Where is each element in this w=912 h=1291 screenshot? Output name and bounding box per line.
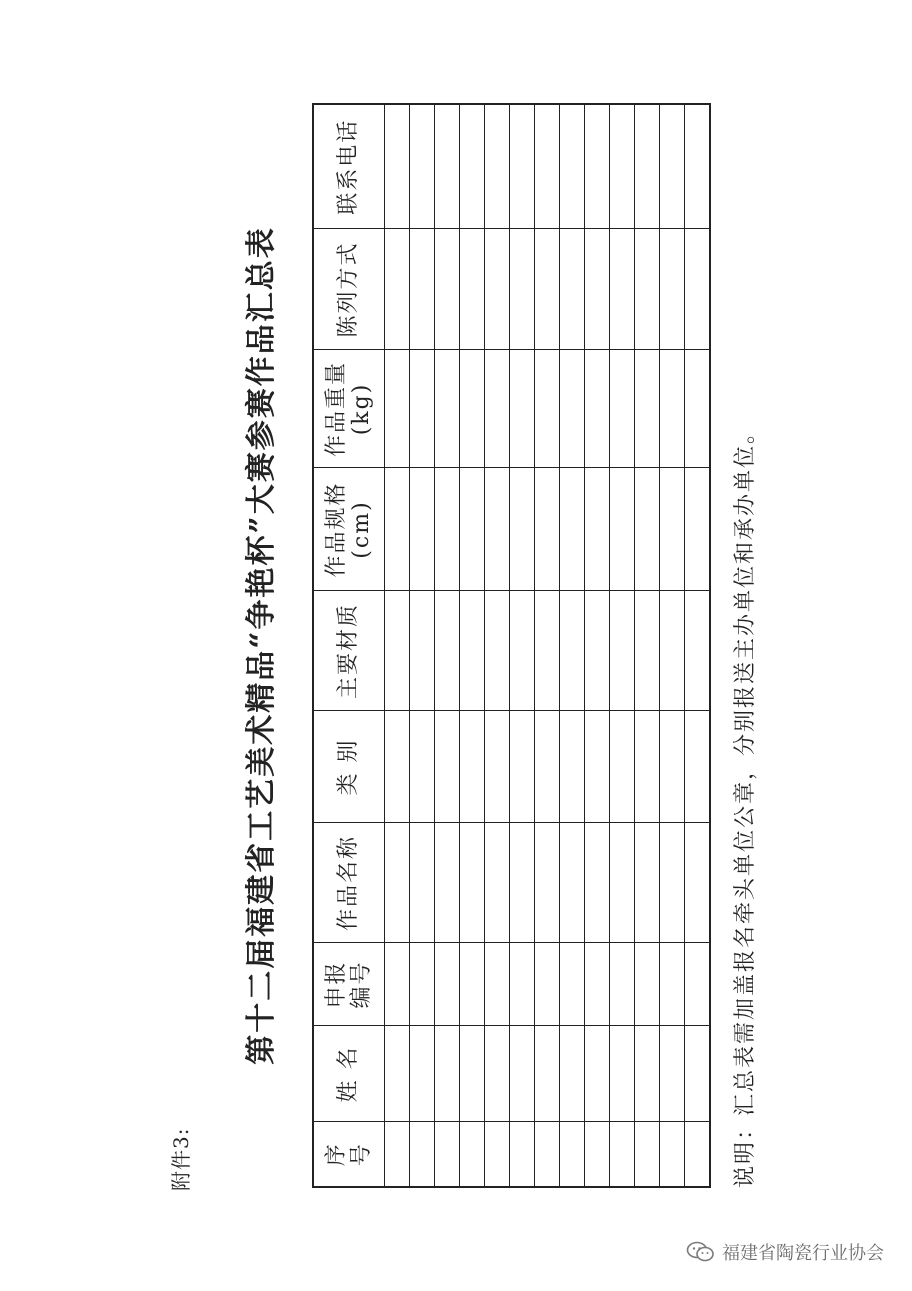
table-cell	[685, 229, 711, 350]
table-row	[685, 104, 711, 1187]
table-row	[560, 104, 585, 1187]
table-cell	[410, 468, 435, 591]
table-cell	[485, 1026, 510, 1122]
table-cell	[685, 591, 711, 711]
table-cell	[435, 468, 460, 591]
table-cell	[635, 229, 660, 350]
table-cell	[585, 229, 610, 350]
table-cell	[410, 711, 435, 823]
table-cell	[460, 229, 485, 350]
table-cell	[535, 943, 560, 1026]
table-cell	[410, 943, 435, 1026]
table-cell	[485, 591, 510, 711]
table-cell	[485, 104, 510, 229]
table-cell	[585, 468, 610, 591]
table-row	[435, 104, 460, 1187]
table-cell	[585, 1026, 610, 1122]
table-cell	[410, 1026, 435, 1122]
table-cell	[510, 104, 535, 229]
table-cell	[535, 1122, 560, 1187]
table-cell	[535, 104, 560, 229]
table-cell	[635, 943, 660, 1026]
table-cell	[660, 943, 685, 1026]
table-cell	[635, 468, 660, 591]
table-cell	[610, 1122, 635, 1187]
table-cell	[560, 229, 585, 350]
table-cell	[510, 229, 535, 350]
table-cell	[435, 943, 460, 1026]
table-cell	[635, 1122, 660, 1187]
table-cell	[435, 104, 460, 229]
table-cell	[685, 943, 711, 1026]
watermark	[686, 1239, 884, 1265]
table-cell	[460, 1122, 485, 1187]
table-cell	[635, 1026, 660, 1122]
table-cell	[460, 591, 485, 711]
table-cell	[410, 591, 435, 711]
table-cell	[460, 943, 485, 1026]
table-cell	[435, 350, 460, 468]
wechat-icon	[686, 1240, 716, 1264]
table-cell	[685, 104, 711, 229]
table-cell	[485, 350, 510, 468]
table-row	[610, 104, 635, 1187]
table-cell	[610, 943, 635, 1026]
table-cell	[610, 591, 635, 711]
table-cell	[560, 468, 585, 591]
header-name: 姓 名	[313, 1026, 385, 1122]
table-cell	[685, 350, 711, 468]
table-cell	[485, 1122, 510, 1187]
table-cell	[510, 943, 535, 1026]
table-cell	[610, 104, 635, 229]
table-cell	[510, 711, 535, 823]
table-row	[385, 104, 410, 1187]
header-work-dimensions: 作品规格 (cm)	[313, 468, 385, 591]
table-cell	[535, 591, 560, 711]
table-cell	[385, 229, 410, 350]
table-cell	[410, 823, 435, 943]
table-cell	[635, 823, 660, 943]
table-cell	[585, 104, 610, 229]
table-cell	[535, 350, 560, 468]
table-cell	[460, 468, 485, 591]
table-cell	[485, 229, 510, 350]
table-cell	[435, 229, 460, 350]
header-work-title: 作品名称	[313, 823, 385, 943]
table-cell	[535, 1026, 560, 1122]
table-cell	[385, 1122, 410, 1187]
table-cell	[610, 350, 635, 468]
table-cell	[385, 711, 410, 823]
table-cell	[535, 229, 560, 350]
attachment-label: 附件3:	[169, 1127, 193, 1191]
table-row	[635, 104, 660, 1187]
table-cell	[460, 350, 485, 468]
table-cell	[660, 104, 685, 229]
header-display-method: 陈列方式	[313, 229, 385, 350]
table-row	[535, 104, 560, 1187]
table-cell	[560, 943, 585, 1026]
table-cell	[560, 1122, 585, 1187]
table-cell	[660, 468, 685, 591]
table-cell	[585, 591, 610, 711]
table-cell	[610, 1026, 635, 1122]
table-cell	[510, 1026, 535, 1122]
table-cell	[560, 823, 585, 943]
table-cell	[385, 823, 410, 943]
table-cell	[685, 1026, 711, 1122]
table-cell	[385, 943, 410, 1026]
table-cell	[510, 468, 535, 591]
table-cell	[510, 350, 535, 468]
header-contact-phone: 联系电话	[313, 104, 385, 229]
table-cell	[435, 1122, 460, 1187]
table-cell	[535, 468, 560, 591]
table-cell	[410, 1122, 435, 1187]
table-cell	[635, 711, 660, 823]
table-cell	[660, 823, 685, 943]
table-cell	[460, 1026, 485, 1122]
header-main-material: 主要材质	[313, 591, 385, 711]
table-cell	[585, 1122, 610, 1187]
header-category: 类 别	[313, 711, 385, 823]
table-cell	[610, 823, 635, 943]
table-cell	[610, 229, 635, 350]
table-cell	[610, 468, 635, 591]
table-cell	[685, 823, 711, 943]
table-body	[385, 104, 711, 1187]
table-cell	[660, 591, 685, 711]
table-cell	[560, 350, 585, 468]
document-title: 第十二届福建省工艺美术精品“争艳杯”大赛参赛作品汇总表	[244, 226, 279, 1065]
note-text: 说明：汇总表需加盖报名牵头单位公章，分别报送主办单位和承办单位。	[733, 419, 758, 1188]
table-cell	[635, 350, 660, 468]
table-row	[510, 104, 535, 1187]
table-cell	[560, 711, 585, 823]
table-cell	[635, 104, 660, 229]
table-cell	[485, 943, 510, 1026]
table-cell	[585, 350, 610, 468]
summary-table-wrapper	[312, 103, 711, 1188]
table-cell	[585, 823, 610, 943]
table-row	[660, 104, 685, 1187]
table-row	[485, 104, 510, 1187]
table-cell	[485, 468, 510, 591]
header-work-weight: 作品重量 (kg)	[313, 350, 385, 468]
table-cell	[685, 711, 711, 823]
table-cell	[510, 591, 535, 711]
table-cell	[435, 711, 460, 823]
table-cell	[660, 711, 685, 823]
table-cell	[560, 104, 585, 229]
table-cell	[660, 229, 685, 350]
table-cell	[435, 1026, 460, 1122]
table-cell	[485, 823, 510, 943]
table-cell	[435, 823, 460, 943]
table-cell	[385, 591, 410, 711]
table-cell	[585, 711, 610, 823]
table-cell	[410, 350, 435, 468]
table-cell	[485, 711, 510, 823]
summary-table	[312, 103, 711, 1188]
table-cell	[460, 823, 485, 943]
header-serial-number: 序 号	[313, 1122, 385, 1187]
table-cell	[585, 943, 610, 1026]
table-cell	[535, 711, 560, 823]
table-cell	[460, 104, 485, 229]
table-cell	[510, 1122, 535, 1187]
table-cell	[410, 104, 435, 229]
watermark-text: 福建省陶瓷行业协会	[722, 1243, 884, 1264]
table-cell	[510, 823, 535, 943]
table-cell	[610, 711, 635, 823]
table-cell	[410, 229, 435, 350]
table-cell	[385, 1026, 410, 1122]
table-cell	[685, 468, 711, 591]
table-cell	[635, 591, 660, 711]
table-cell	[435, 591, 460, 711]
table-cell	[660, 350, 685, 468]
table-cell	[535, 823, 560, 943]
table-row	[585, 104, 610, 1187]
table-cell	[560, 1026, 585, 1122]
table-row	[410, 104, 435, 1187]
table-cell	[560, 591, 585, 711]
table-cell	[385, 468, 410, 591]
table-cell	[460, 711, 485, 823]
table-cell	[660, 1026, 685, 1122]
table-cell	[660, 1122, 685, 1187]
table-cell	[385, 104, 410, 229]
table-header-row	[313, 104, 385, 1187]
table-row	[460, 104, 485, 1187]
table-cell	[385, 350, 410, 468]
header-application-number: 申报 编号	[313, 943, 385, 1026]
table-cell	[685, 1122, 711, 1187]
